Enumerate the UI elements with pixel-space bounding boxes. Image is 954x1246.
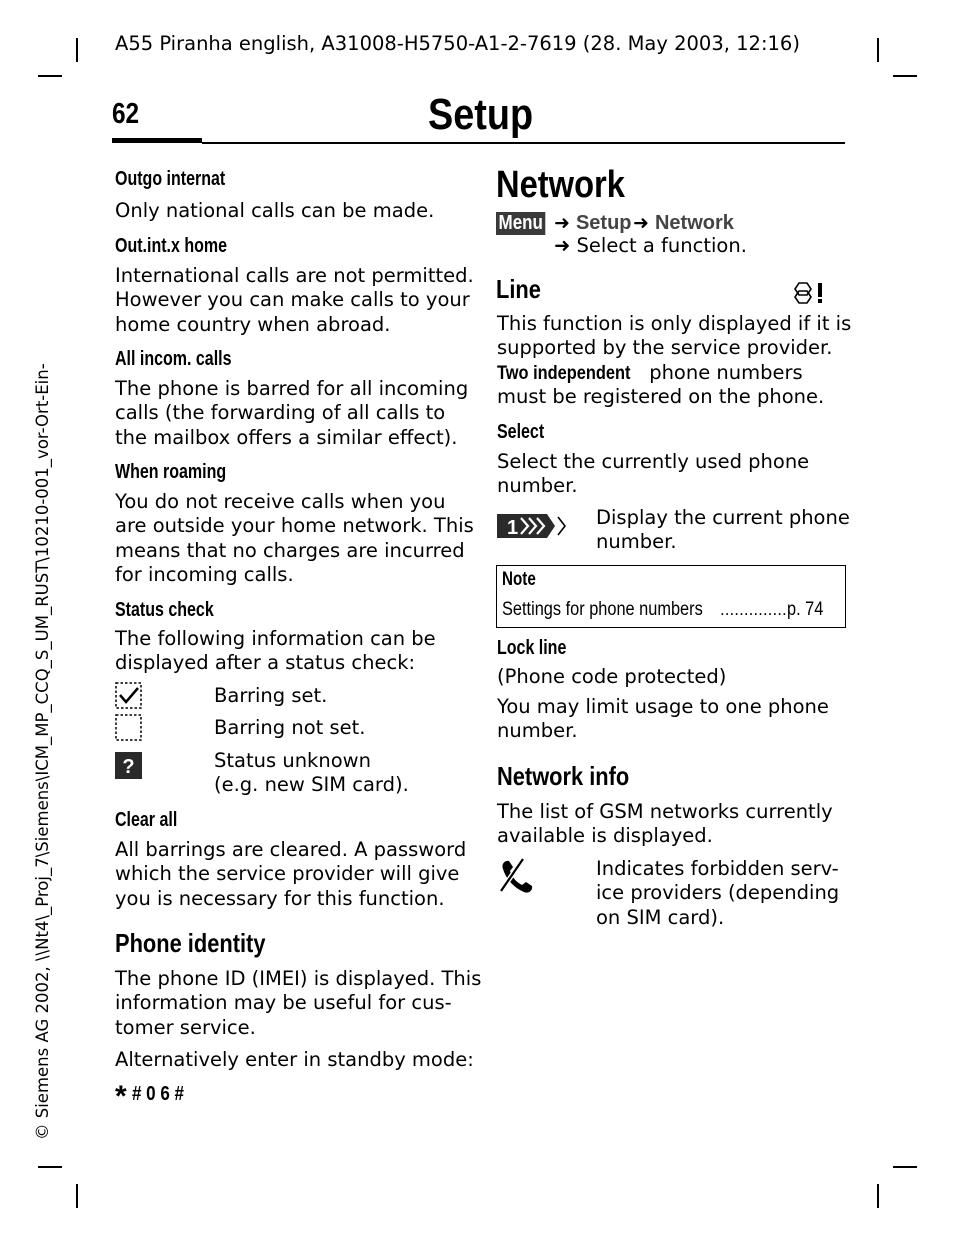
text-line: displayed after a status check: [115, 651, 416, 675]
text-line: The list of GSM networks currently [497, 800, 833, 823]
line-1-indicator-icon [497, 512, 569, 544]
text-forbidden-providers [596, 857, 839, 930]
menu-path-setup: Setup [575, 212, 632, 234]
text-line: However you can make calls to your [115, 288, 470, 312]
menu-path-line2 [554, 234, 747, 258]
heading-lock-line: Lock line [497, 637, 567, 659]
crop-mark [76, 1184, 78, 1208]
text-line: supported by the service provider. [497, 336, 833, 360]
status-unknown [214, 749, 409, 798]
arrow-icon: ➜ [554, 212, 570, 234]
text-when-roaming [115, 490, 474, 587]
text-line: Select the currently used phone [497, 450, 810, 473]
text-alternatively: Alternatively enter in standby mode: [115, 1048, 474, 1071]
heading-select: Select [497, 421, 545, 443]
text-line: Display the current phone [596, 506, 850, 529]
text-out-int-home [115, 264, 474, 337]
heading-outgo-internat: Outgo internat [115, 168, 226, 190]
svg-text:1: 1 [507, 517, 519, 539]
text-outgo-internat: Only national calls can be made. [115, 199, 435, 222]
page-title: Setup [428, 90, 534, 139]
text-line: number. [596, 530, 677, 554]
text-line: for incoming calls. [115, 562, 294, 586]
text-line: The following information can be [115, 627, 436, 650]
checked-box-icon [115, 682, 143, 714]
text-line: which the service provider will give [115, 862, 460, 886]
text-line: International calls are not permitted. [115, 264, 474, 287]
page-number: 62 [112, 98, 140, 130]
note-entry[interactable] [502, 599, 829, 621]
text-line: on SIM card). [596, 905, 725, 929]
page-number-box [112, 98, 252, 138]
menu-path-line1b [633, 212, 734, 235]
text-line: calls (the forwarding of all calls to [115, 401, 446, 425]
crop-mark [38, 75, 62, 77]
text-phone-identity [115, 967, 481, 1040]
note-leader: .............. [720, 601, 787, 619]
empty-box-icon [115, 714, 143, 746]
page-title-box [428, 90, 550, 140]
forbidden-provider-icon [497, 857, 537, 903]
imei-code [115, 1080, 193, 1114]
header-rule [202, 142, 845, 144]
code-keys: # 0 6 # [131, 1083, 184, 1105]
status-barring-not-set: Barring not set. [214, 716, 366, 739]
text-line: available is displayed. [497, 824, 713, 848]
note-entry-label: Settings for phone numbers [502, 599, 703, 620]
heading-out-int-home: Out.int.x home [115, 235, 227, 257]
heading-when-roaming: When roaming [115, 461, 227, 483]
star-key: * [115, 1080, 127, 1113]
heading-phone-identity: Phone identity [115, 928, 266, 958]
text-line: Status unknown [214, 749, 371, 772]
text-line: Indicates forbidden serv- [596, 857, 839, 880]
text-line: number. [497, 719, 578, 743]
crop-mark [38, 1166, 62, 1168]
text-line: (e.g. new SIM card). [214, 773, 409, 797]
text-line: number. [497, 474, 578, 498]
heading-line: Line [496, 274, 541, 304]
text-line: tomer service. [115, 1015, 256, 1039]
note-box [496, 565, 846, 628]
text-line: You may limit usage to one phone [497, 695, 829, 718]
text-line: must be registered on the phone. [497, 384, 825, 408]
crop-mark [893, 1166, 917, 1168]
question-box-icon [115, 752, 143, 784]
text-status-check [115, 627, 436, 676]
text-line: are outside your home network. This [115, 514, 474, 538]
crop-mark [76, 38, 78, 62]
arrow-icon: ➜ [554, 234, 571, 257]
page-number-underline [112, 138, 202, 143]
text-line-function [497, 312, 851, 409]
text-line: means that no charges are incurred [115, 538, 465, 562]
menu-path [496, 212, 554, 235]
menu-path-line1 [554, 212, 632, 235]
text-line: All barrings are cleared. A password [115, 838, 467, 861]
crop-mark [893, 75, 917, 77]
text-line [497, 361, 851, 385]
menu-path-select: Select a function. [576, 234, 747, 257]
text-line: ice providers (depending [596, 881, 840, 905]
text-line: you is necessary for this function. [115, 886, 445, 910]
menu-path-network: Network [654, 212, 734, 234]
note-page-ref: p. 74 [786, 599, 824, 620]
heading-network-info: Network info [497, 761, 630, 791]
network-dependent-icon [791, 280, 825, 310]
crop-mark [877, 1184, 879, 1208]
text-line: This function is only displayed if it is [497, 312, 852, 335]
text-phone-code-protected: (Phone code protected) [497, 665, 727, 688]
text-line: home country when abroad. [115, 312, 391, 336]
heading-status-check: Status check [115, 599, 214, 621]
crop-mark [877, 38, 879, 62]
bold-lead: Two independent [497, 361, 631, 384]
text-lock-line [497, 695, 829, 744]
text-line: The phone is barred for all incoming [115, 377, 469, 400]
heading-all-incom-calls: All incom. calls [115, 348, 232, 370]
status-barring-set: Barring set. [214, 684, 328, 707]
text-network-info [497, 800, 833, 849]
running-title: A55 Piranha english, A31008-H5750-A1-2-7619 (28. May 2003, 12:16) [115, 32, 800, 55]
text-all-incom-calls [115, 377, 468, 450]
text-line: information may be useful for cus- [115, 991, 452, 1015]
text-display-current [596, 506, 850, 555]
text-line: the mailbox offers a similar effect). [115, 425, 458, 449]
note-heading: Note [502, 569, 536, 590]
text-line: The phone ID (IMEI) is displayed. This [115, 967, 482, 990]
text-select [497, 450, 809, 499]
side-file-path: © Siemens AG 2002, \\Nt4\_Proj_7\Siemens\ICM_MP_CCQ_S_UM_RUST\10210-001_vor-Ort-Ein- [33, 363, 52, 1140]
arrow-icon: ➜ [633, 212, 649, 234]
text-fragment: phone numbers [643, 360, 803, 384]
menu-key: Menu [496, 212, 545, 235]
text-line: You do not receive calls when you [115, 490, 446, 513]
heading-clear-all: Clear all [115, 809, 178, 831]
heading-network: Network [496, 164, 625, 206]
svg-text:?: ? [122, 756, 135, 778]
text-clear-all [115, 838, 466, 911]
